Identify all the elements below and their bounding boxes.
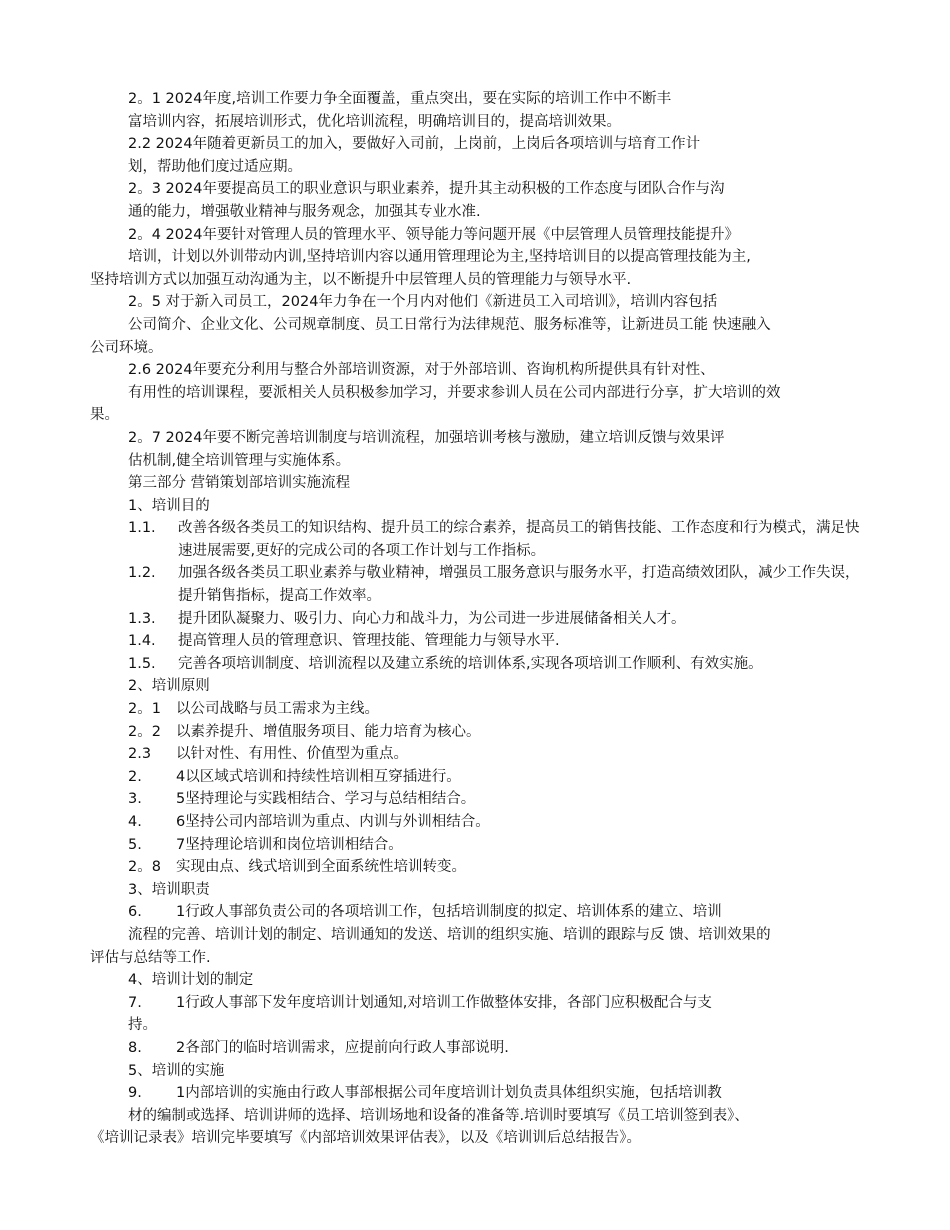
text-line: 富培训内容，拓展培训形式，优化培训流程，明确培训目的，提高培训效果。: [128, 113, 621, 130]
list-item: [90, 517, 870, 562]
section-heading-plan: 4、培训计划的制定: [128, 972, 254, 989]
text-line: 2。5 对于新入司员工，2024年力争在一个月内对他们《新进员工入司培训》，培训内容包括: [128, 294, 718, 311]
list-item-text: 以公司战略与员工需求为主线。: [176, 701, 379, 718]
list-item-text: 2各部门的临时培训需求，应提前向行政人事部说明.: [176, 1039, 509, 1056]
text-line: 《培训记录表》培训完毕要填写《内部培训效果评估表》，以及《培训训后总结报告》。: [90, 1130, 641, 1147]
list-item: [90, 856, 870, 879]
paragraph-2-5: [90, 291, 870, 359]
duty-paragraph: [90, 901, 870, 969]
list-item-number: 1.3.: [128, 610, 156, 627]
list-item-number: 8.: [128, 1039, 142, 1056]
list-item: [90, 788, 870, 811]
list-item: [90, 698, 870, 721]
list-item: [90, 766, 870, 789]
text-line: 划，帮助他们度过适应期。: [128, 158, 302, 175]
document-body: [90, 88, 870, 1150]
list-item-number: 5.: [128, 836, 142, 853]
list-item-text: 1内部培训的实施由行政人事部根据公司年度培训计划负责具体组织实施，包括培训教: [176, 1085, 722, 1102]
text-line: 评估与总结等工作.: [90, 949, 211, 966]
section-heading-duties: 3、培训职责: [128, 881, 210, 898]
list-item-number: 1.2.: [128, 565, 156, 582]
list-item-number: 6.: [128, 904, 142, 921]
list-item-number: 2.3: [128, 746, 152, 763]
part-three-heading: 第三部分 营销策划部培训实施流程: [128, 475, 351, 492]
list-item-text: 提升团队凝聚力、吸引力、向心力和战斗力，为公司进一步进展储备相关人才。: [178, 610, 686, 627]
text-line: 估机制,健全培训管理与实施体系。: [128, 452, 351, 469]
section-heading-principles: 2、培训原则: [128, 678, 210, 695]
list-item: [90, 721, 870, 744]
list-item-text: 4以区域式培训和持续性培训相互穿插进行。: [176, 768, 461, 785]
list-item: [90, 834, 870, 857]
list-item: [90, 811, 870, 834]
list-item-text: 完善各项培训制度、培训流程以及建立系统的培训体系,实现各项培训工作顺利、有效实施。: [178, 655, 763, 672]
paragraph-2-2: [90, 133, 870, 178]
list-item-text: 6坚持公司内部培训为重点、内训与外训相结合。: [176, 814, 490, 830]
list-item-text: 提高管理人员的管理意识、管理技能、管理能力与领导水平.: [178, 633, 560, 650]
list-item-text: 以素养提升、增值服务项目、能力培育为核心。: [176, 723, 481, 740]
implementation-paragraph: [90, 1082, 870, 1150]
list-item-text: 以针对性、有用性、价值型为重点。: [176, 746, 408, 763]
section-heading-goals: 1、培训目的: [128, 497, 210, 514]
list-item-text: 1行政人事部负责公司的各项培训工作，包括培训制度的拟定、培训体系的建立、培训: [176, 904, 722, 921]
list-item-text: 1行政人事部下发年度培训计划通知,对培训工作做整体安排，各部门应积极配合与支: [176, 994, 712, 1011]
text-line: 坚持培训方式以加强互动沟通为主，以不断提升中层管理人员的管理能力与领导水平.: [90, 271, 632, 288]
text-line: [90, 901, 870, 924]
list-item-text: 5坚持理论与实践相结合、学习与总结相结合。: [176, 791, 476, 808]
list-item-text: 加强各级各类员工职业素养与敬业精神，增强员工服务意识与服务水平，打造高绩效团队，减少工作失误，提升销售指标，提高工作效率。: [178, 565, 860, 605]
text-line: 2.2 2024年随着更新员工的加入，要做好入司前，上岗前，上岗后各项培训与培育工作计: [128, 136, 701, 153]
text-line: 流程的完善、培训计划的制定、培训通知的发送、培训的组织实施、培训的跟踪与反 馈、培训效果的: [128, 926, 771, 943]
list-item: [90, 608, 870, 631]
text-line: 通的能力，增强敬业精神与服务观念，加强其专业水准.: [128, 203, 481, 220]
list-item-number: 3.: [128, 791, 142, 808]
text-line: 果。: [90, 407, 119, 424]
list-item: [90, 562, 870, 607]
list-item-number: 2.: [128, 768, 142, 785]
text-line: 公司环境。: [90, 339, 163, 356]
list-item-number: 4.: [128, 814, 142, 830]
paragraph-2-4: [90, 224, 870, 292]
paragraph-2-7: [90, 427, 870, 472]
paragraph-2-3: [90, 178, 870, 223]
text-line: 有用性的培训课程，要派相关人员积极参加学习，并要求参训人员在公司内部进行分享，扩大培训的效: [128, 384, 781, 401]
text-line: 培训，计划以外训带动内训,坚持培训内容以通用管理理论为主,坚持培训目的以提高管理技能为主,: [128, 249, 751, 266]
text-line: [90, 1082, 870, 1105]
list-item-text: 7坚持理论培训和岗位培训相结合。: [176, 836, 403, 853]
list-item-number: 1.4.: [128, 633, 156, 650]
text-line: 2。3 2024年要提高员工的职业意识与职业素养，提升其主动积极的工作态度与团队合作与沟: [128, 181, 725, 198]
list-item-text: 改善各级各类员工的知识结构、提升员工的综合素养，提高员工的销售技能、工作态度和行为模式，满足快速进展需要,更好的完成公司的各项工作计划与工作指标。: [178, 520, 860, 559]
list-item-text: 实现由点、线式培训到全面系统性培训转变。: [176, 859, 466, 876]
text-line: 2。1 2024年度,培训工作要力争全面覆盖，重点突出，要在实际的培训工作中不断丰: [128, 91, 672, 107]
list-item-number: 2。8: [128, 859, 161, 876]
text-line: 2。4 2024年要针对管理人员的管理水平、领导能力等问题开展《中层管理人员管理技能提升》: [128, 226, 739, 243]
list-item-number: 2。1: [128, 701, 161, 718]
list-item-number: 9.: [128, 1085, 142, 1102]
text-line: 持。: [128, 1017, 157, 1034]
list-item: [90, 1037, 870, 1060]
list-item-number: 2。2: [128, 723, 161, 740]
list-item-number: 7.: [128, 994, 142, 1011]
text-line: 2.6 2024年要充分利用与整合外部培训资源，对于外部培训、咨询机构所提供具有针对性、: [128, 362, 715, 379]
list-item-number: 1.1.: [128, 520, 156, 537]
paragraph-2-1: [90, 88, 870, 133]
text-line: [90, 992, 870, 1015]
text-line: 公司简介、企业文化、公司规章制度、员工日常行为法律规范、服务标准等，让新进员工能 快速融入: [128, 316, 771, 333]
text-line: 材的编制或选择、培训讲师的选择、培训场地和设备的准备等.培训时要填写《员工培训签到表》、: [128, 1107, 749, 1124]
text-line: 2。7 2024年要不断完善培训制度与培训流程，加强培训考核与激励，建立培训反馈与效果评: [128, 429, 725, 446]
section-heading-implementation: 5、培训的实施: [128, 1062, 225, 1079]
list-item-number: 1.5.: [128, 655, 156, 672]
list-item: [90, 743, 870, 766]
list-item: [90, 630, 870, 653]
paragraph-2-6: [90, 359, 870, 427]
plan-paragraph: [90, 992, 870, 1037]
list-item: [90, 653, 870, 676]
